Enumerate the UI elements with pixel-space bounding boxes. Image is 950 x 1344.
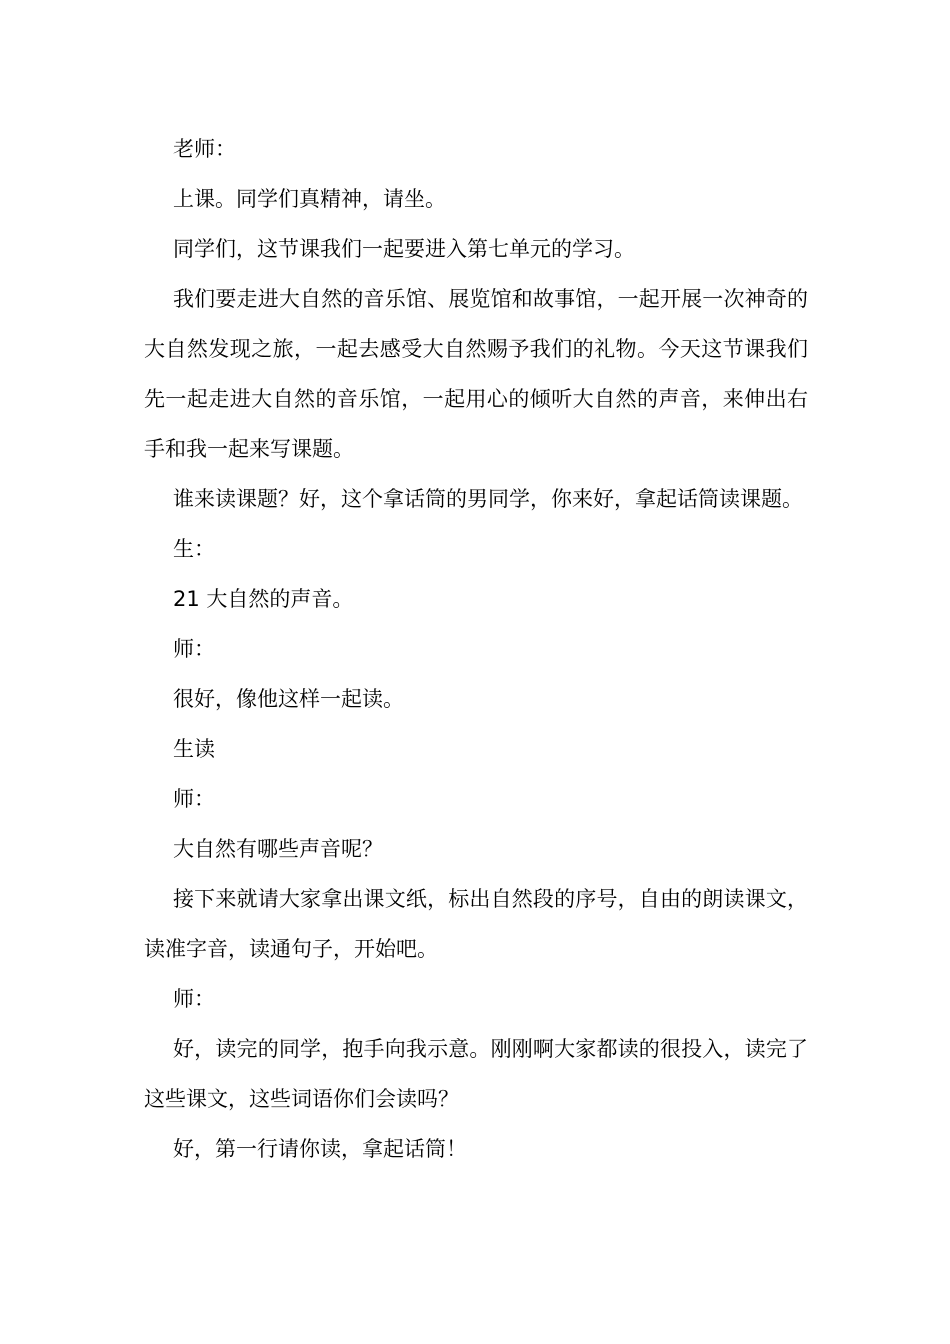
paragraph: 21 大自然的声音。 bbox=[173, 587, 354, 611]
paragraph-speaker-teacher: 师： bbox=[173, 987, 215, 1011]
paragraph: 好，读完的同学，抱手向我示意。刚刚啊大家都读的很投入，读完了这些课文，这些词语你们会读吗？ bbox=[144, 1037, 808, 1111]
paragraph: 接下来就请大家拿出课文纸，标出自然段的序号，自由的朗读课文，读准字音，读通句子，开始吧。 bbox=[144, 887, 808, 961]
paragraph: 很好，像他这样一起读。 bbox=[173, 687, 404, 711]
paragraph: 生读 bbox=[173, 737, 215, 761]
paragraph-speaker-student: 生： bbox=[173, 537, 215, 561]
paragraph: 谁来读课题？好，这个拿话筒的男同学，你来好，拿起话筒读课题。 bbox=[173, 487, 803, 511]
paragraph: 同学们，这节课我们一起要进入第七单元的学习。 bbox=[173, 237, 635, 261]
paragraph: 上课。同学们真精神，请坐。 bbox=[173, 187, 446, 211]
paragraph-speaker-teacher: 师： bbox=[173, 787, 215, 811]
paragraph: 好，第一行请你读，拿起话筒！ bbox=[173, 1137, 467, 1161]
paragraph-speaker-teacher: 师： bbox=[173, 637, 215, 661]
paragraph: 大自然有哪些声音呢？ bbox=[173, 837, 383, 861]
paragraph: 我们要走进大自然的音乐馆、展览馆和故事馆，一起开展一次神奇的大自然发现之旅，一起去感受大自然赐予我们的礼物。今天这节课我们先一起走进大自然的音乐馆，一起用心的倾听大自然的声音，来伸出右手和我一起来写课题。 bbox=[144, 287, 808, 461]
document-body bbox=[144, 124, 808, 1174]
paragraph-speaker-teacher: 老师： bbox=[173, 137, 236, 161]
